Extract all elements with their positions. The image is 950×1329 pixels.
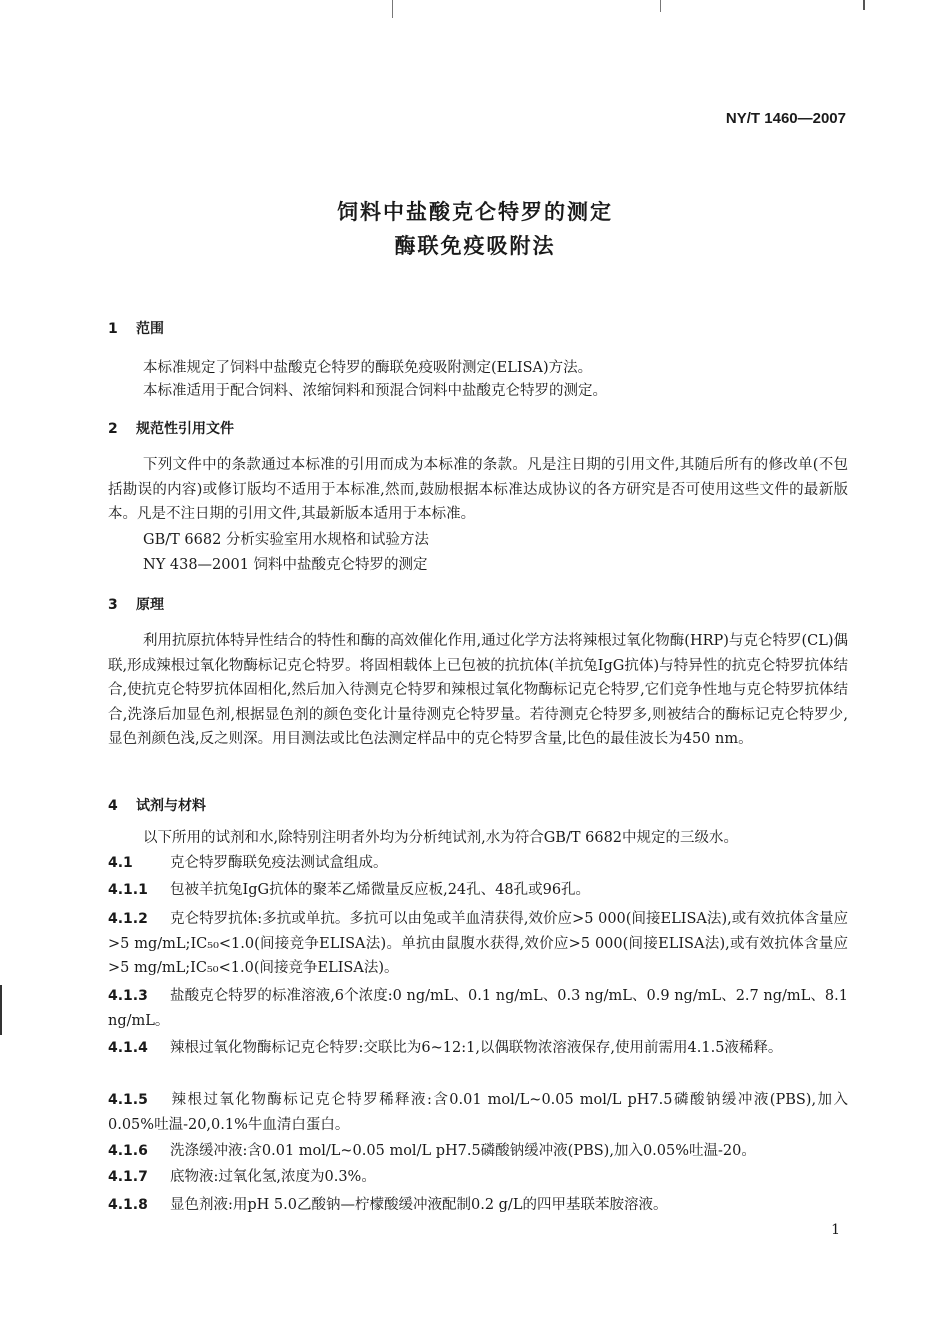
clause-text: 克仑特罗酶联免疫法测试盒组成。 (170, 855, 388, 871)
scan-edge-mark (863, 0, 865, 10)
reference-item: NY 438—2001 饲料中盐酸克仑特罗的测定 (143, 557, 428, 573)
section-2-heading (108, 418, 234, 438)
section-number: 4 (108, 798, 118, 814)
standard-number: NY/T 1460—2007 (725, 110, 846, 127)
paragraph: 下列文件中的条款通过本标准的引用而成为本标准的条款。凡是注日期的引用文件,其随后所有的修改单(不包括勘误的内容)或修订版均不适用于本标准,然而,鼓励根据本标准达成协议的各方研究是否可使用这些文件的最新版本。凡是不注日期的引用文件,其最新版本适用于本标准。 (108, 457, 848, 522)
clause-text: 底物液:过氧化氢,浓度为0.3%。 (170, 1169, 376, 1185)
clause-4-1-7 (108, 1165, 848, 1190)
clause-4-1-1 (108, 878, 848, 903)
section-title: 试剂与材料 (136, 798, 206, 814)
clause-number: 4.1.8 (108, 1197, 148, 1213)
clause-number: 4.1.4 (108, 1040, 148, 1056)
clause-4-1-6 (108, 1139, 848, 1164)
section-title: 原理 (136, 597, 164, 613)
clause-text: 包被羊抗兔IgG抗体的聚苯乙烯微量反应板,24孔、48孔或96孔。 (170, 882, 591, 898)
clause-number: 4.1.5 (108, 1092, 148, 1108)
clause-number: 4.1.7 (108, 1169, 148, 1185)
clause-number: 4.1 (108, 855, 133, 871)
clause-number: 4.1.3 (108, 988, 148, 1004)
scan-edge-mark (0, 985, 2, 1035)
clause-text: 洗涤缓冲液:含0.01 mol/L~0.05 mol/L pH7.5磷酸钠缓冲液(PBS),加入0.05%吐温-20。 (170, 1143, 756, 1159)
clause-text: 克仑特罗抗体:多抗或单抗。多抗可以由兔或羊血清获得,效价应>5 000(间接ELISA法),或有效抗体含量应>5 mg/mL;IC₅₀<1.0(间接竞争ELISA法)。单抗由鼠腹水获得,效价应>5 000(间接ELISA法),或有效抗体含量应>5 mg/mL;IC₅₀<1.0(间接竞争ELISA法)。 (108, 911, 848, 976)
clause-number: 4.1.1 (108, 882, 148, 898)
section-4-heading (108, 795, 206, 815)
paragraph: 利用抗原抗体特异性结合的特性和酶的高效催化作用,通过化学方法将辣根过氧化物酶(HRP)与克仑特罗(CL)偶联,形成辣根过氧化物酶标记克仑特罗。将固相载体上已包被的抗抗体(羊抗兔IgG抗体)与特异性的抗克仑特罗抗体结合,使抗克仑特罗抗体固相化,然后加入待测克仑特罗和辣根过氧化物酶标记克仑特罗,它们竞争性地与克仑特罗抗体结合,洗涤后加显色剂,根据显色剂的颜色变化计量待测克仑特罗量。若待测克仑特罗多,则被结合的酶标记克仑特罗少,显色剂颜色浅,反之则深。用目测法或比色法测定样品中的克仑特罗含量,比色的最佳波长为450 nm。 (108, 633, 848, 747)
clause-4-1-5 (108, 1088, 848, 1137)
clause-number: 4.1.2 (108, 911, 148, 927)
clause-text: 辣根过氧化物酶标记克仑特罗:交联比为6~12:1,以偶联物浓溶液保存,使用前需用4.1.5液稀释。 (170, 1040, 783, 1056)
clause-text: 盐酸克仑特罗的标准溶液,6个浓度:0 ng/mL、0.1 ng/mL、0.3 ng/mL、0.9 ng/mL、2.7 ng/mL、8.1 ng/mL。 (108, 988, 848, 1029)
reference-item: GB/T 6682 分析实验室用水规格和试验方法 (143, 532, 429, 548)
clause-4-1-8 (108, 1193, 848, 1218)
page-number: 1 (831, 1222, 840, 1238)
scan-edge-mark (660, 0, 661, 12)
scan-edge-mark (392, 0, 393, 18)
paragraph: 以下所用的试剂和水,除特别注明者外均为分析纯试剂,水为符合GB/T 6682中规定的三级水。 (143, 830, 739, 846)
doc-title: 饲料中盐酸克仑特罗的测定 (337, 200, 613, 224)
paragraph: 本标准适用于配合饲料、浓缩饲料和预混合饲料中盐酸克仑特罗的测定。 (143, 383, 607, 399)
section-number: 2 (108, 421, 118, 437)
section-number: 1 (108, 321, 118, 337)
section-title: 规范性引用文件 (136, 421, 234, 437)
paragraph: 本标准规定了饲料中盐酸克仑特罗的酶联免疫吸附测定(ELISA)方法。 (143, 360, 593, 376)
clause-text: 辣根过氧化物酶标记克仑特罗稀释液:含0.01 mol/L~0.05 mol/L pH7.5磷酸钠缓冲液(PBS),加入0.05%吐温-20,0.1%牛血清白蛋白。 (108, 1092, 848, 1133)
clause-text: 显色剂液:用pH 5.0乙酸钠—柠檬酸缓冲液配制0.2 g/L的四甲基联苯胺溶液。 (170, 1197, 668, 1213)
section-number: 3 (108, 597, 118, 613)
clause-number: 4.1.6 (108, 1143, 148, 1159)
clause-4-1-2 (108, 907, 848, 981)
clause-4-1-4 (108, 1036, 848, 1061)
doc-subtitle: 酶联免疫吸附法 (394, 234, 556, 258)
section-1-heading (108, 318, 164, 338)
section-3-heading (108, 594, 164, 614)
section-title: 范围 (136, 321, 164, 337)
clause-4-1-3 (108, 984, 848, 1033)
clause-4-1 (108, 851, 848, 876)
